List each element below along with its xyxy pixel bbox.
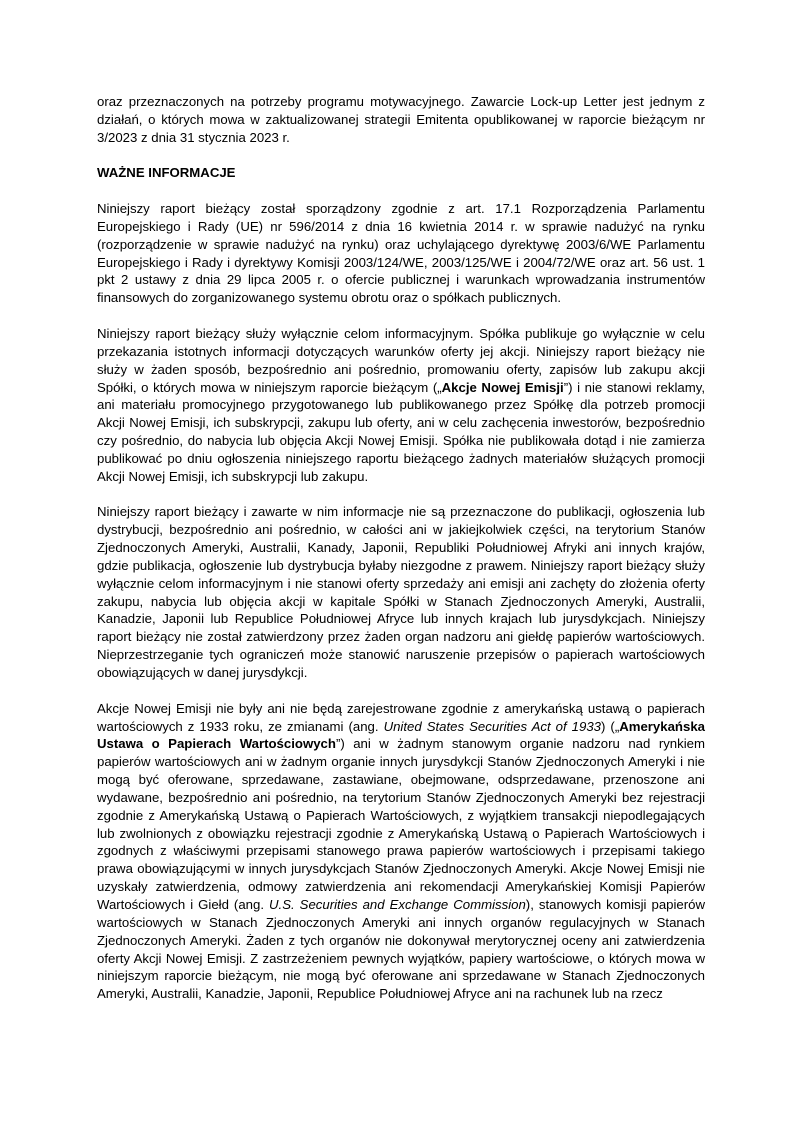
text-segment: oraz przeznaczonych na potrzeby programu motywacyjnego. Zawarcie Lock-up Letter jest jednym z działań, o których mowa w zaktualizowanej strategii Emitenta opublikowanej w raporcie bieżącym nr 3/2023 z dnia 31 stycznia 2023 r. xyxy=(97,94,705,145)
document-body xyxy=(97,93,705,1003)
paragraph-us-securities-act xyxy=(97,700,705,1003)
text-segment: WAŻNE INFORMACJE xyxy=(97,165,236,181)
text-segment: Niniejszy raport bieżący został sporządzony zgodnie z art. 17.1 Rozporządzenia Parlamentu Europejskiego i Rady (UE) nr 596/2014 z dnia 16 kwietnia 2014 r. w sprawie nadużyć na rynku (rozporządzenie w sprawie nadużyć na rynku) oraz uchylającego dyrektywę 2003/6/WE Parlamentu Europejskiego i Rady i dyrektywy Komisji 2003/124/WE, 2003/125/WE i 2004/72/WE oraz art. 56 ust. 1 pkt 2 ustawy z dnia 29 lipca 2005 r. o ofercie publicznej i warunkach wprowadzania instrumentów finansowych do zorganizowanego systemu obrotu oraz o spółkach publicznych. xyxy=(97,201,705,306)
text-segment: Niniejszy raport bieżący i zawarte w nim informacje nie są przeznaczone do publikacji, ogłoszenia lub dystrybucji, bezpośrednio ani pośrednio, w całości ani w jakiejkolwiek części, na terytorium Stanów Zjednoczonych Ameryki, Australii, Kanady, Japonii, Republiki Południowej Afryki ani innych krajów, gdzie publikacja, ogłoszenie lub dystrybucja byłaby niezgodne z prawem. Niniejszy raport bieżący służy wyłącznie celom informacyjnym i nie stanowi oferty sprzedaży ani emisji ani zachęty do złożenia oferty zakupu, nabycia lub objęcia akcji w kapitale Spółki w Stanach Zjednoczonych Ameryki, Australii, Kanadzie, Japonii lub Republice Południowej Afryce lub innych krajach lub jurysdykcjach. Niniejszy raport bieżący nie został zatwierdzony przez żaden organ nadzoru ani giełdę papierów wartościowych. Nieprzestrzeganie tych ograniczeń może stanowić naruszenie przepisów o papierach wartościowych obowiązujących w danej jurysdykcji. xyxy=(97,504,705,680)
text-segment: ), stanowych komisji papierów wartościowych w Stanach Zjednoczonych Ameryki ani innych organów regulacyjnych w Stanach Zjednoczonych Ameryki. Żaden z tych organów nie dokonywał merytorycznej oceny ani zatwierdzenia oferty Akcji Nowej Emisji. Z zastrzeżeniem pewnych wyjątków, papiery wartościowe, o których mowa w niniejszym raporcie bieżącym, nie mogą być oferowane ani sprzedawane w Stanach Zjednoczonych Ameryki, Australii, Kanadzie, Japonii, Republice Południowej Afryce ani na rachunek lub na rzecz xyxy=(97,896,706,1002)
paragraph-lockup-continuation xyxy=(97,93,705,147)
paragraph-legal-basis xyxy=(97,200,705,307)
text-segment: Niniejszy raport bieżący służy wyłącznie celom informacyjnym. Spółka publikuje go wyłącznie w celu przekazania istotnych informacji dotyczących warunków oferty jej akcji. Niniejszy raport bieżący nie służy w żaden sposób, bezpośrednio ani pośrednio, promowaniu oferty, zapisów lub zakupu akcji Spółki, o których mowa w niniejszym raporcie bieżącym („ xyxy=(97,325,705,395)
text-segment: ) („ xyxy=(601,718,620,734)
text-segment: Akcje Nowej Emisji nie były ani nie będą zarejestrowane zgodnie z amerykańską ustawą o papierach wartościowych z 1933 roku, ze zmianami (ang. xyxy=(97,700,705,734)
text-segment: United States Securities Act of 1933 xyxy=(383,718,602,734)
paragraph-informational-purpose xyxy=(97,325,705,486)
text-segment: U.S. Securities and Exchange Commission xyxy=(269,896,526,912)
paragraph-distribution-restrictions xyxy=(97,503,705,681)
text-segment: Amerykańska Ustawa o Papierach Wartościowych xyxy=(97,718,705,752)
text-segment: Akcje Nowej Emisji xyxy=(441,379,564,395)
section-heading-wazne-informacje xyxy=(97,164,705,182)
text-segment: ”) ani w żadnym stanowym organie nadzoru nad rynkiem papierów wartościowych ani w żadnym organie innych jurysdykcji Stanów Zjednoczonych Ameryki i nie mogą być oferowane, sprzedawane, zastawiane, obejmowane, odsprzedawane, przenoszone ani wydawane, bezpośrednio ani pośrednio, na terytorium Stanów Zjednoczonych Ameryki bez rejestracji zgodnie z Amerykańską Ustawą o Papierach Wartościowych, z wyjątkiem transakcji niepodlegających lub zwolnionych z obowiązku rejestracji zgodnie z Amerykańską Ustawą o Papierach Wartościowych i zgodnych z właściwymi przepisami stanowego prawa papierów wartościowych i przepisami takiego prawa obowiązującymi w innych jurysdykcjach Stanów Zjednoczonych Ameryki. Akcje Nowej Emisji nie uzyskały zatwierdzenia, odmowy zatwierdzenia ani rekomendacji Amerykańskiej Komisji Papierów Wartościowych i Giełd (ang. xyxy=(97,736,705,912)
text-segment: ”) i nie stanowi reklamy, ani materiału promocyjnego przygotowanego lub publikowanego przez Spółkę dla potrzeb promocji Akcji Nowej Emisji, ich subskrypcji, zakupu lub oferty, ani w celu zachęcenia inwestorów, bezpośrednio czy pośrednio, do nabycia lub objęcia Akcji Nowej Emisji. Spółka nie publikowała dotąd i nie zamierza publikować po dniu ogłoszenia niniejszego raportu bieżącego żadnych materiałów służących promocji Akcji Nowej Emisji, ich subskrypcji lub zakupu. xyxy=(97,379,706,484)
